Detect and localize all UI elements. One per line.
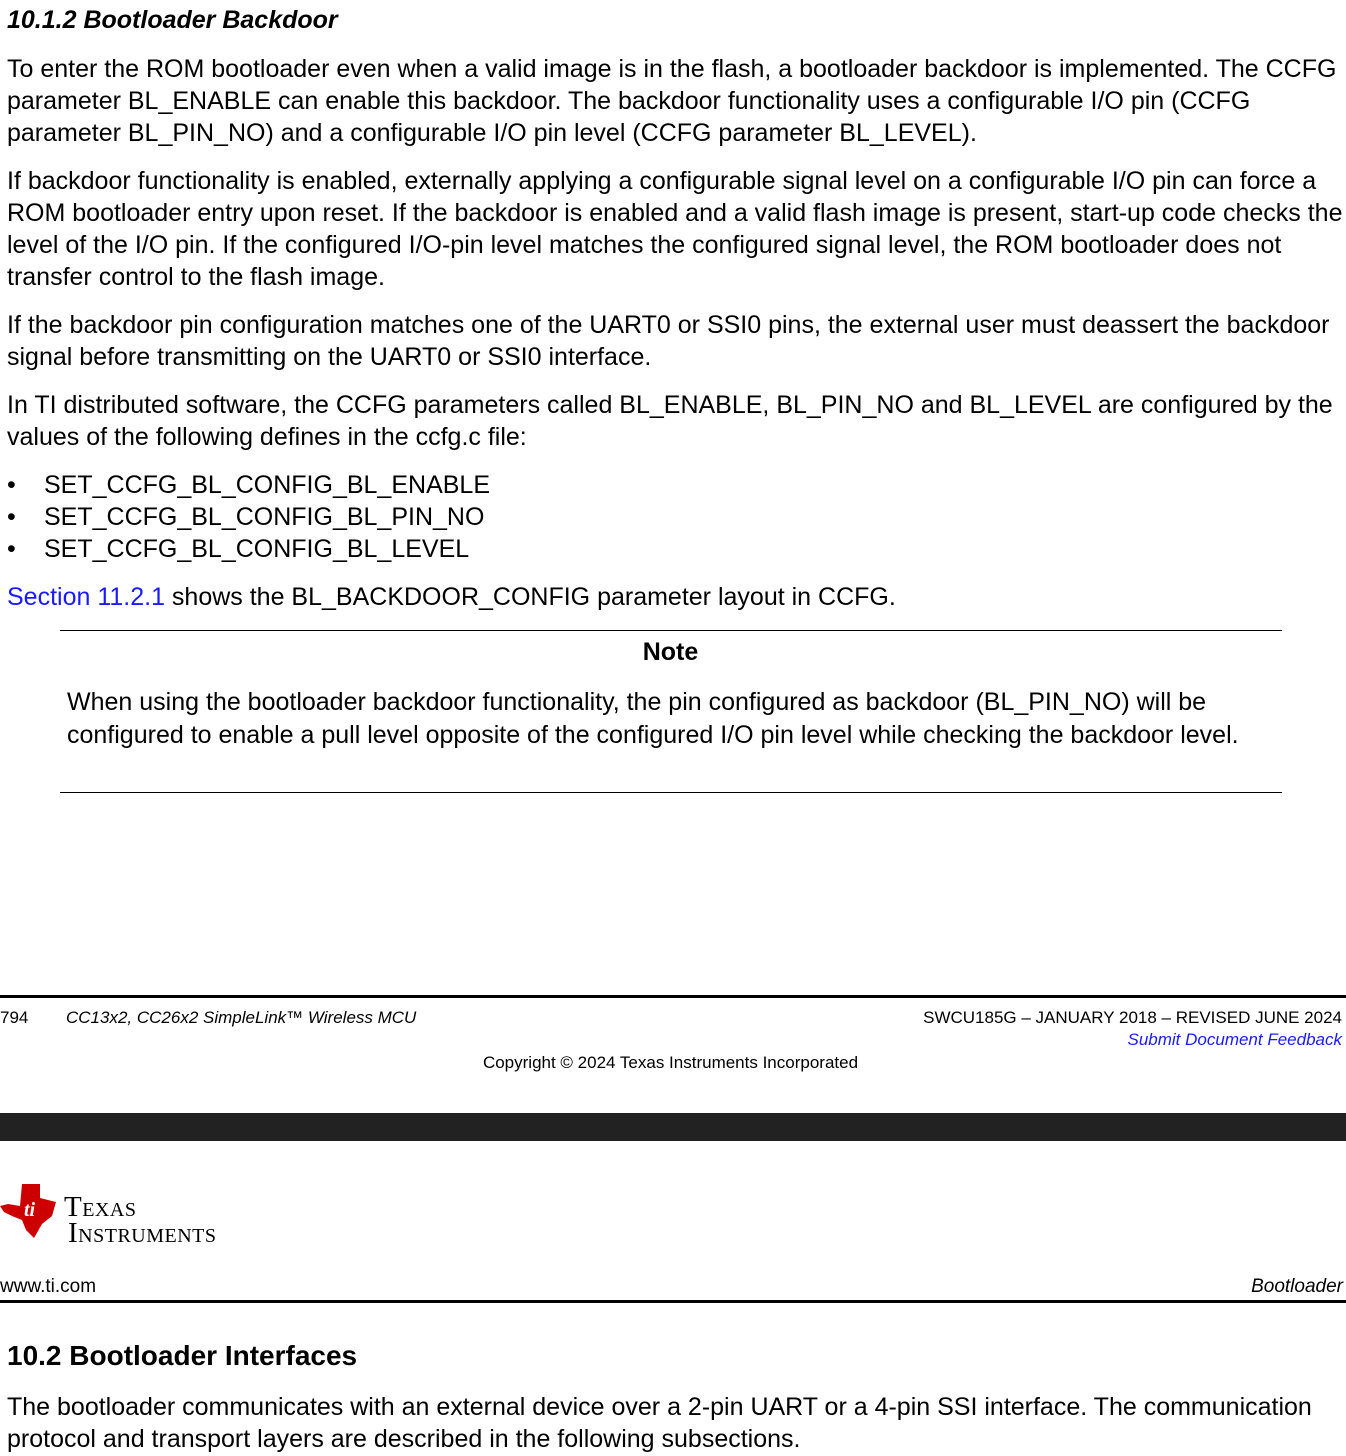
ti-logo: [0, 1178, 270, 1250]
texas-state-icon: [0, 1182, 58, 1240]
paragraph-backdoor-function: If backdoor functionality is enabled, externally applying a configurable signal level on a configurable I/O pin can force a ROM bootloader entry upon reset. If the backdoor is enabled and a valid flash image is present, start-up code checks the level of the I/O pin. If the configured I/O-pin level matches the configured signal level, the ROM bootloader does not transfer control to the flash image.: [7, 167, 1343, 291]
feedback-link[interactable]: Submit Document Feedback: [1127, 1030, 1342, 1049]
paragraph-uart-ssi: If the backdoor pin configuration matches one of the UART0 or SSI0 pins, the external user must deassert the backdoor signal before transmitting on the UART0 or SSI0 interface.: [7, 311, 1330, 371]
note-body: When using the bootloader backdoor functionality, the pin configured as backdoor (BL_PIN_NO) will be configured to enable a pull level opposite of the configured I/O pin level while checking the backdoor level.: [67, 688, 1239, 749]
section-heading: 10.1.2 Bootloader Backdoor: [7, 6, 338, 34]
define-name: SET_CCFG_BL_CONFIG_BL_PIN_NO: [44, 503, 485, 531]
page-number: 794: [0, 1008, 29, 1027]
header-rule: [0, 1300, 1346, 1303]
list-item: [7, 501, 490, 533]
paragraph-intro: To enter the ROM bootloader even when a valid image is in the flash, a bootloader backdoor is implemented. The CCFG parameter BL_ENABLE can enable this backdoor. The backdoor functionality uses a configurable I/O pin (CCFG parameter BL_PIN_NO) and a configurable I/O pin level (CCFG parameter BL_LEVEL).: [7, 55, 1337, 147]
section-reference-line: [7, 581, 1343, 613]
copyright: Copyright © 2024 Texas Instruments Incorporated: [482, 1053, 859, 1072]
brand-texas: Texas: [64, 1191, 137, 1223]
note-bottom-rule: [60, 792, 1282, 793]
section-heading: 10.2 Bootloader Interfaces: [7, 1340, 358, 1371]
document-id: SWCU185G – JANUARY 2018 – REVISED JUNE 2024: [923, 1008, 1342, 1027]
define-name: SET_CCFG_BL_CONFIG_BL_LEVEL: [44, 535, 470, 563]
list-item: [7, 469, 490, 501]
reference-text: shows the BL_BACKDOOR_CONFIG parameter layout in CCFG.: [164, 583, 896, 611]
note-top-rule: [60, 630, 1282, 631]
document-title: CC13x2, CC26x2 SimpleLink™ Wireless MCU: [66, 1008, 417, 1027]
define-name: SET_CCFG_BL_CONFIG_BL_ENABLE: [44, 471, 490, 499]
ti-mark-text: ti: [24, 1199, 36, 1221]
chapter-name: Bootloader: [1251, 1276, 1343, 1297]
section-link[interactable]: Section 11.2.1: [7, 583, 165, 611]
note-title: Note: [642, 638, 699, 666]
defines-list: [7, 469, 490, 565]
bullet-icon: •: [7, 535, 16, 563]
website: www.ti.com: [0, 1276, 97, 1297]
page-separator: [0, 1113, 1346, 1141]
footer-rule: [0, 995, 1346, 998]
bullet-icon: •: [7, 471, 16, 499]
paragraph-ti-software: In TI distributed software, the CCFG parameters called BL_ENABLE, BL_PIN_NO and BL_LEVEL are configured by the values of the following defines in the ccfg.c file:: [7, 391, 1333, 451]
brand-instruments: Instruments: [68, 1217, 217, 1249]
paragraph-interfaces: The bootloader communicates with an external device over a 2-pin UART or a 4-pin SSI interface. The communication protocol and transport layers are described in the following subsections.: [7, 1393, 1312, 1453]
list-item: [7, 533, 490, 565]
bullet-icon: •: [7, 503, 16, 531]
